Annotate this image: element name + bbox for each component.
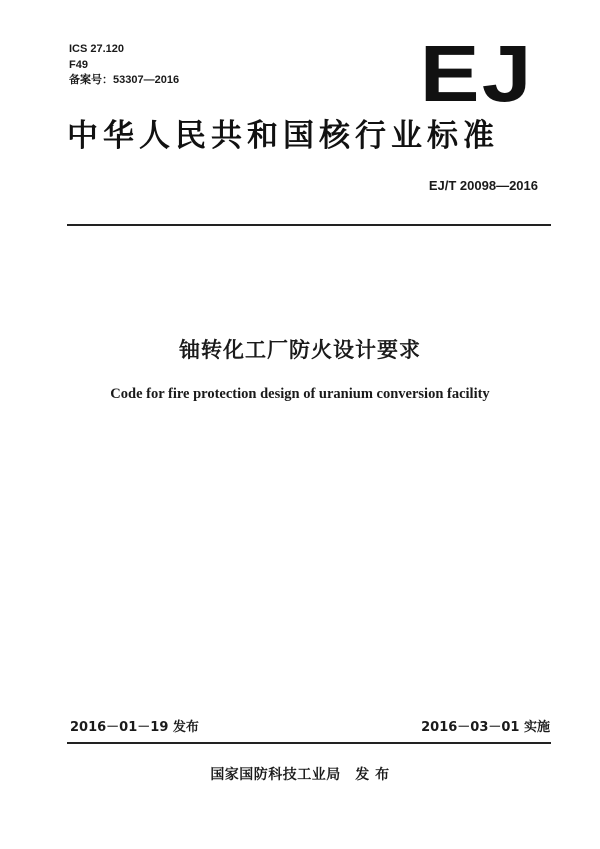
- registration-number: 备案号：53307—2016: [69, 74, 180, 86]
- publication-date: 2016－01－19 发布: [70, 720, 199, 735]
- bottom-divider: [67, 742, 551, 744]
- top-divider: [67, 224, 551, 226]
- issuing-authority: 国家国防科技工业局 发 布: [210, 767, 390, 783]
- ccs-code: F49: [69, 59, 88, 71]
- standard-title: 中华人民共和国核行业标准: [67, 118, 499, 154]
- document-title-chinese: 铀转化工厂防火设计要求: [179, 338, 421, 362]
- ics-code: ICS 27.120: [69, 43, 125, 55]
- ej-logo: EJ: [419, 29, 534, 118]
- document-title-english: Code for fire protection design of uranium conversion facility: [110, 386, 490, 402]
- standard-number: EJ/T 20098—2016: [428, 178, 538, 193]
- implementation-date: 2016－03－01 实施: [421, 720, 550, 735]
